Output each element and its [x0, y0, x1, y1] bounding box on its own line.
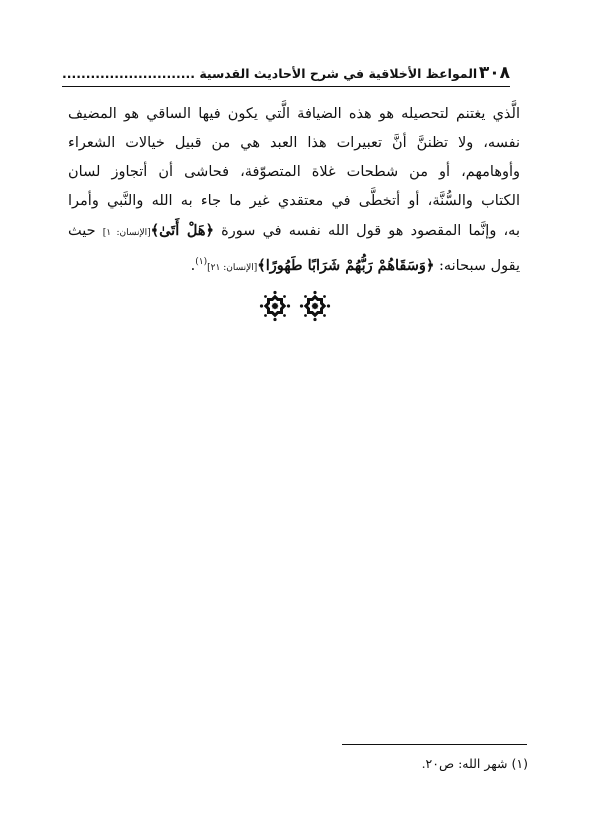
verse-citation: [الإنسان: ٢١] [207, 262, 258, 273]
line-text: . [190, 257, 196, 274]
octagram-star-ornament-icon [299, 290, 331, 322]
header-rule [62, 86, 510, 87]
page-number: ٣٠٨ [478, 63, 510, 83]
line-text: حيث [68, 223, 96, 239]
footnote-separator [342, 744, 527, 745]
running-title [62, 66, 477, 81]
body-line: الكتاب والسُّنَّة، أو أتخطَّى في معتقدي غير ما جاء به الله والنَّبي وأمرا [68, 193, 520, 209]
running-title-dots: ............................ [62, 65, 195, 81]
quran-verse: ﴿وَسَقَاهُمْ رَبُّهُمْ شَرَابًا طَهُورًا﴾ [257, 256, 435, 274]
footnote-number: (١) [511, 756, 528, 771]
body-line [68, 248, 520, 283]
body-line: الَّذي يغتنم لتحصيله هو هذه الضيافة الَّتي يكون فيها الساقي هو المضيف [68, 106, 520, 122]
body-line: وأوهامهم، أو من شطحات غلاة المتصوّفة، فحاشى أن أتجاوز لسان [68, 164, 520, 180]
quran-verse: ﴿هَلْ أَتَىٰ﴾ [150, 222, 214, 239]
line-text: يقول سبحانه: [438, 257, 520, 274]
running-title-text: المواعظ الأخلاقية في شرح الأحاديث القدسية [199, 65, 478, 81]
section-ornaments [0, 290, 590, 322]
octagram-star-ornament-icon [259, 290, 291, 322]
footnote-text: شهر الله: ص٢٠. [421, 756, 508, 771]
footnote-mark: (١) [195, 257, 208, 267]
page-header [62, 58, 510, 88]
body-line [68, 216, 520, 248]
line-text: به، وإنَّما المقصود هو قول الله نفسه في سورة [221, 223, 520, 239]
body-line: نفسه، ولا تظننَّ أنَّ تعبيرات هذا العبد هي من قبيل خيالات الشعراء [68, 135, 520, 151]
verse-citation: [الإنسان: ١] [102, 228, 151, 238]
footnote [422, 756, 528, 771]
body-paragraph [68, 100, 520, 283]
